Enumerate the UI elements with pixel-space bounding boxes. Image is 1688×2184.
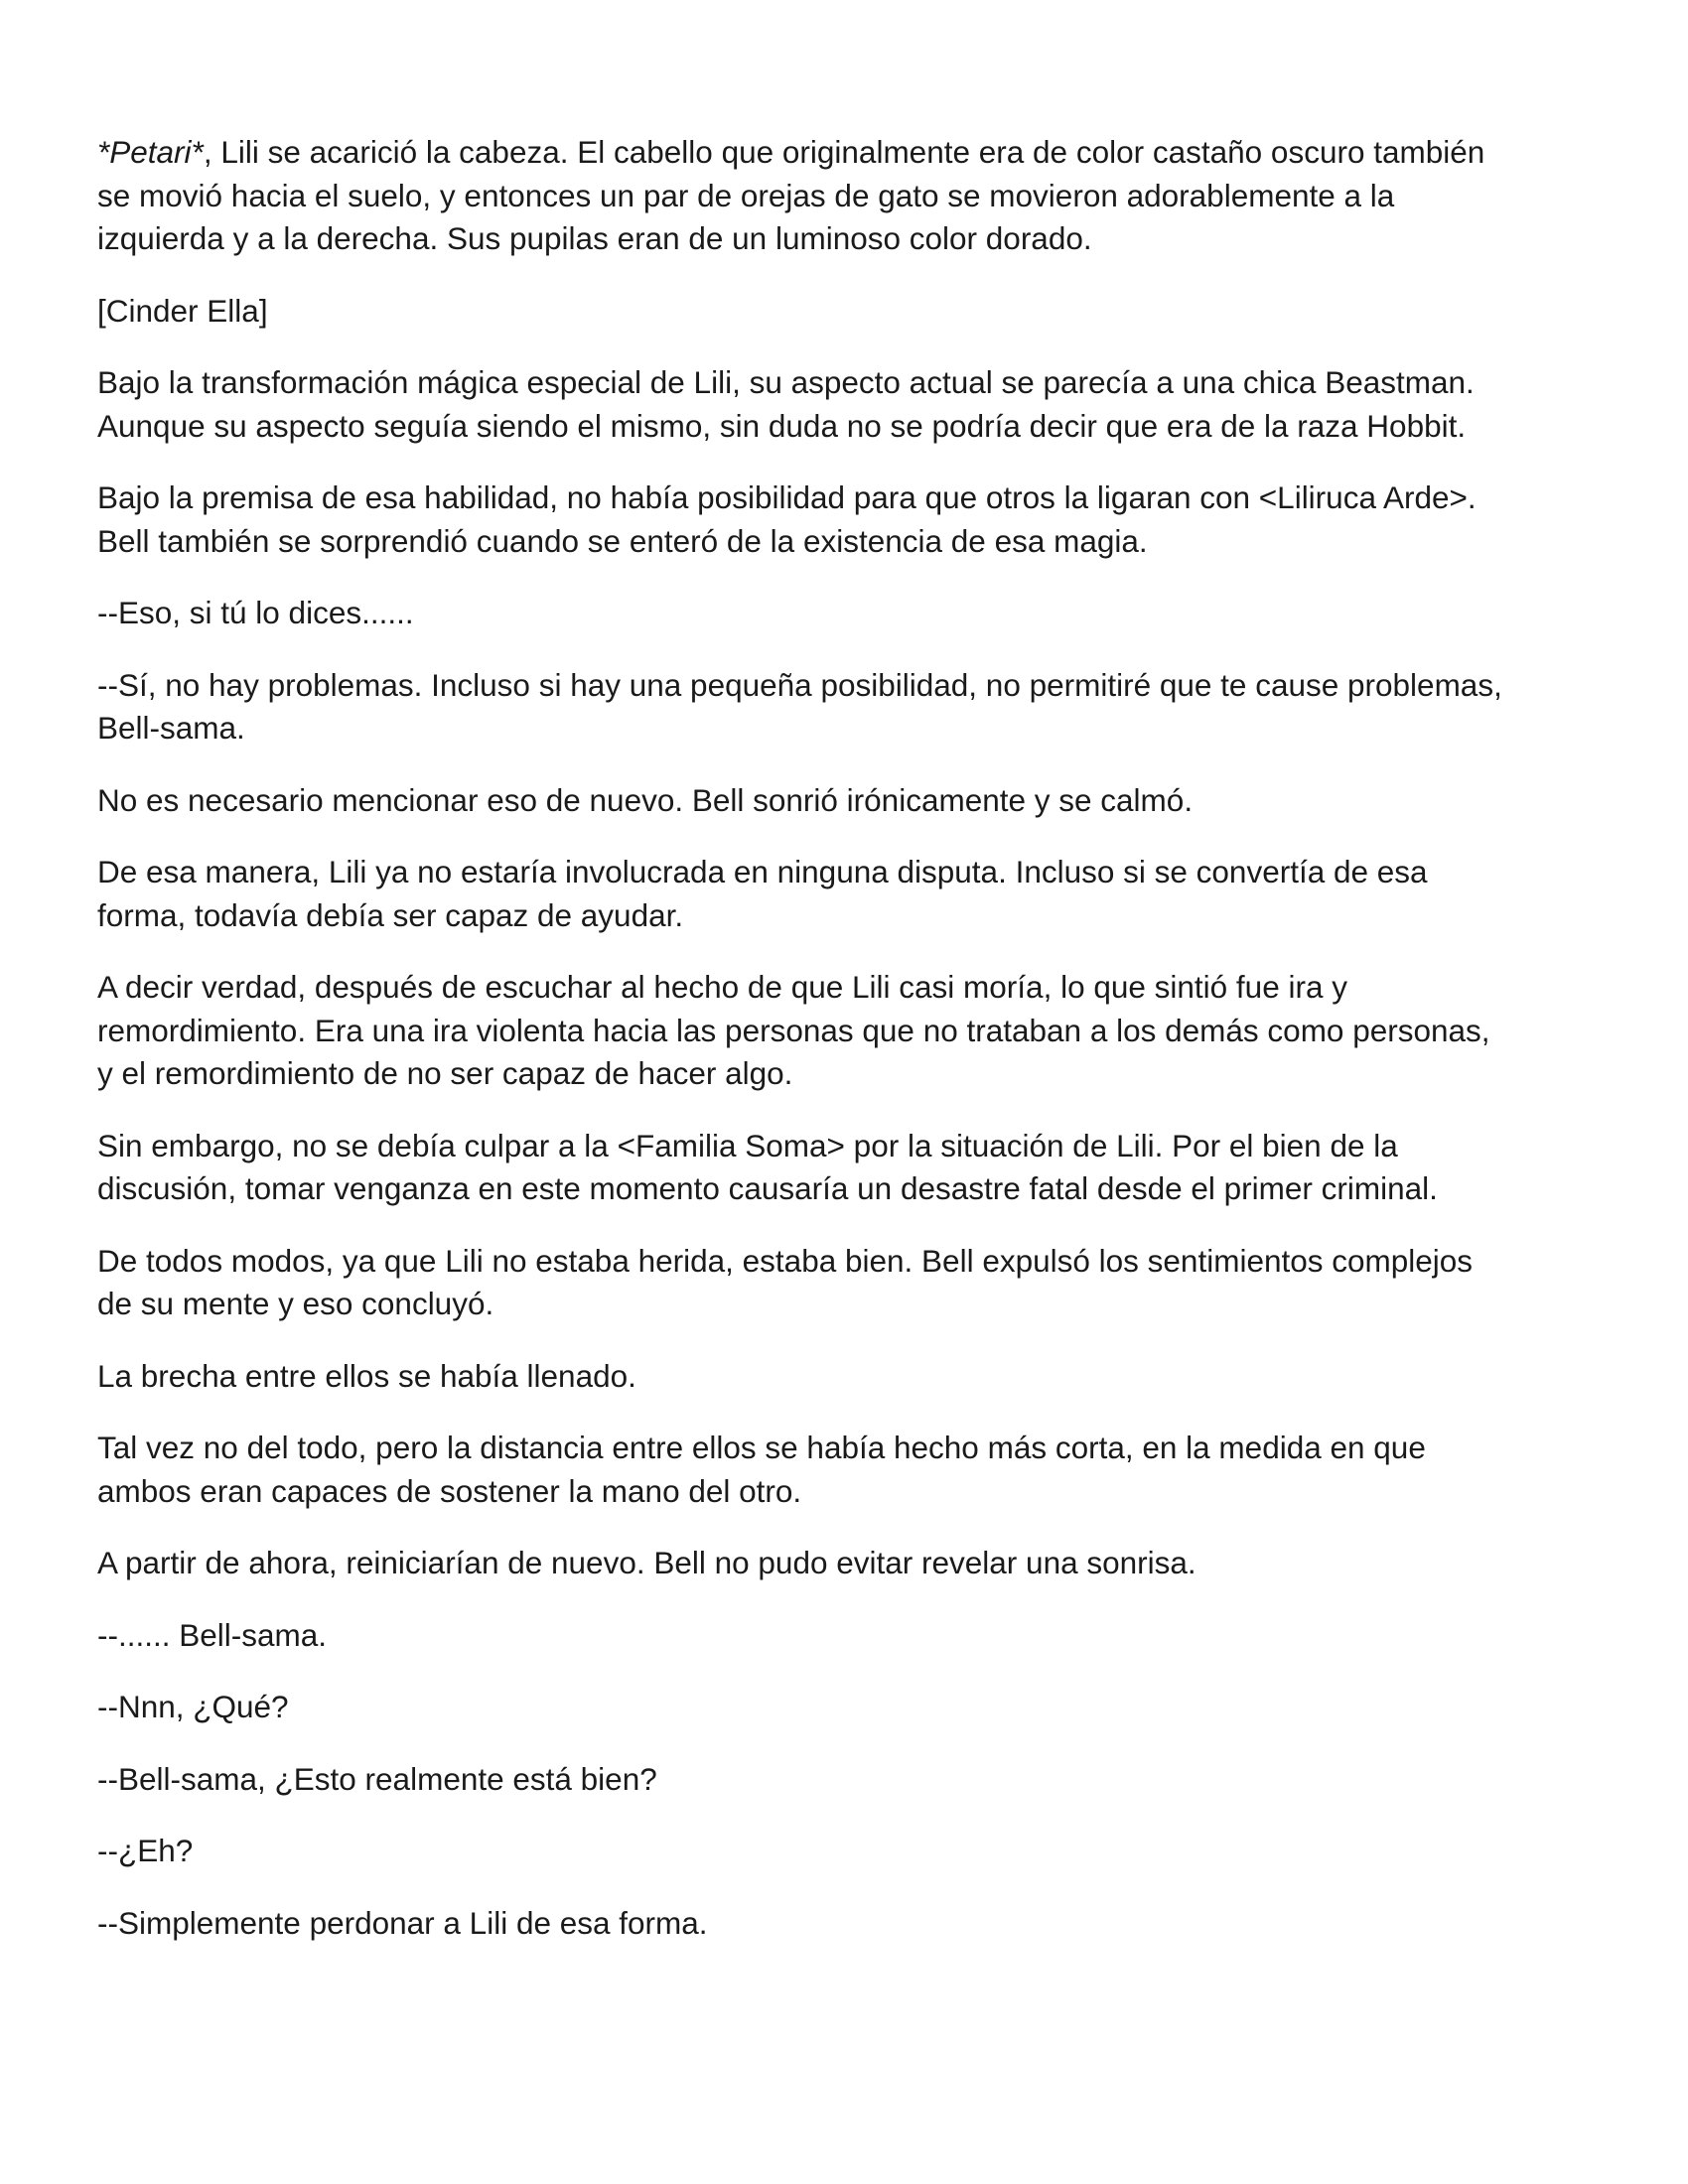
paragraph xyxy=(97,592,1597,635)
paragraph-line: --...... Bell-sama. xyxy=(97,1616,328,1653)
paragraph-line: Bajo la transformación mágica especial de Lili, su aspecto actual se parecía a una chica Beastman. xyxy=(97,364,1475,400)
paragraph-line: ambos eran capaces de sostener la mano del otro. xyxy=(97,1472,802,1509)
line-text: , Lili se acarició la cabeza. El cabello que originalmente era de color castaño oscuro también xyxy=(203,134,1485,170)
paragraph xyxy=(97,290,1597,334)
paragraph-line: De esa manera, Lili ya no estaría involucrada en ninguna disputa. Incluso si se convertía de esa xyxy=(97,854,1428,889)
paragraph xyxy=(97,1240,1597,1326)
paragraph xyxy=(97,1125,1597,1211)
paragraph-line: [Cinder Ella] xyxy=(97,292,268,329)
paragraph-line: Bell-sama. xyxy=(97,710,245,746)
paragraph-line: La brecha entre ellos se había llenado. xyxy=(97,1357,636,1394)
paragraph-line: A partir de ahora, reiniciarían de nuevo. Bell no pudo evitar revelar una sonrisa. xyxy=(97,1545,1196,1580)
paragraph xyxy=(97,664,1597,751)
paragraph-line: Tal vez no del todo, pero la distancia entre ellos se había hecho más corta, en la medida en que xyxy=(97,1430,1426,1465)
paragraph-line: se movió hacia el suelo, y entonces un par de orejas de gato se movieron adorablemente a la xyxy=(97,177,1395,213)
paragraph xyxy=(97,1614,1597,1658)
paragraph xyxy=(97,477,1597,563)
paragraph xyxy=(97,1758,1597,1802)
paragraph xyxy=(97,779,1597,823)
paragraph-line: Bell también se sorprendió cuando se enteró de la existencia de esa magia. xyxy=(97,522,1148,559)
paragraph xyxy=(97,966,1597,1096)
paragraph-line: No es necesario mencionar eso de nuevo. Bell sonrió irónicamente y se calmó. xyxy=(97,781,1194,818)
document-page xyxy=(97,131,1597,1974)
paragraph xyxy=(97,361,1597,448)
paragraph xyxy=(97,1542,1597,1585)
paragraph-line: A decir verdad, después de escuchar al hecho de que Lili casi moría, lo que sintió fue ira y xyxy=(97,969,1347,1005)
paragraph-line: --Bell-sama, ¿Esto realmente está bien? xyxy=(97,1760,657,1797)
paragraph xyxy=(97,851,1597,937)
paragraph xyxy=(97,1902,1597,1946)
paragraph-line: de su mente y eso concluyó. xyxy=(97,1286,494,1321)
paragraph-line: izquierda y a la derecha. Sus pupilas eran de un luminoso color dorado. xyxy=(97,220,1092,256)
paragraph-line xyxy=(97,131,1597,175)
paragraph-line: De todos modos, ya que Lili no estaba herida, estaba bien. Bell expulsó los sentimientos complejos xyxy=(97,1242,1474,1279)
paragraph-line: Sin embargo, no se debía culpar a la <Familia Soma> por la situación de Lili. Por el bien de la xyxy=(97,1127,1398,1163)
paragraph-line: y el remordimiento de no ser capaz de hacer algo. xyxy=(97,1055,793,1091)
paragraph-line: Aunque su aspecto seguía siendo el mismo, sin duda no se podría decir que era de la raza Hobbit. xyxy=(97,407,1467,444)
italic-sound-effect: *Petari* xyxy=(97,134,204,170)
paragraph-line: --Simplemente perdonar a Lili de esa forma. xyxy=(97,1904,708,1941)
paragraph-line: Bajo la premisa de esa habilidad, no había posibilidad para que otros la ligaran con <Liliruca Arde>. xyxy=(97,479,1477,515)
paragraph xyxy=(97,131,1597,261)
paragraph xyxy=(97,1686,1597,1729)
paragraph-line: forma, todavía debía ser capaz de ayudar. xyxy=(97,896,684,933)
paragraph xyxy=(97,1427,1597,1513)
paragraph-line: discusión, tomar venganza en este momento causaría un desastre fatal desde el primer criminal. xyxy=(97,1170,1438,1206)
paragraph-line: --Sí, no hay problemas. Incluso si hay una pequeña posibilidad, no permitiré que te cause problemas, xyxy=(97,666,1502,703)
paragraph-line: --Nnn, ¿Qué? xyxy=(97,1689,289,1724)
paragraph xyxy=(97,1830,1597,1873)
paragraph-line: --¿Eh? xyxy=(97,1833,194,1868)
paragraph-line: --Eso, si tú lo dices...... xyxy=(97,595,414,630)
paragraph-line: remordimiento. Era una ira violenta hacia las personas que no trataban a los demás como personas, xyxy=(97,1012,1490,1048)
paragraph xyxy=(97,1355,1597,1399)
